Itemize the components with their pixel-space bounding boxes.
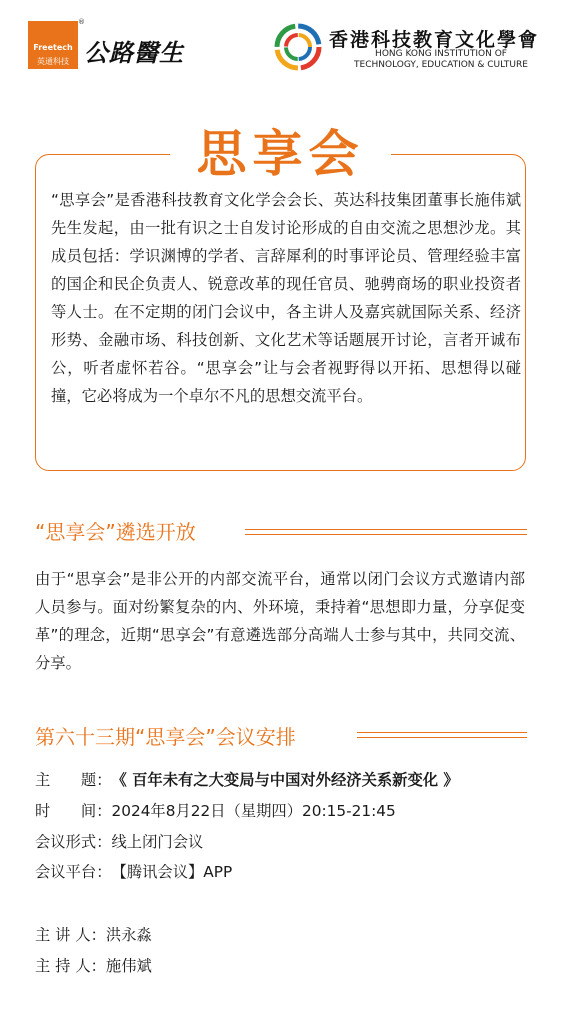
meeting-speaker-row: [35, 921, 152, 949]
freetech-logo-text: Freetech: [33, 43, 73, 52]
page-title: 思享会: [196, 124, 365, 183]
freetech-logo: [28, 21, 78, 69]
hk-institute-en-line2: TECHNOLOGY, EDUCATION & CULTURE: [354, 60, 528, 70]
section-heading-meeting-schedule: 第六十三期“思享会”会议安排: [35, 725, 296, 749]
meeting-host-value: 施伟斌: [105, 957, 152, 975]
section-heading-open-selection: “思享会”遴选开放: [35, 520, 196, 544]
meeting-time-row: [35, 797, 396, 825]
meeting-topic-label: 主 题：: [35, 771, 112, 789]
meeting-format-label: 会议形式：: [35, 833, 112, 851]
section-divider: [357, 732, 527, 738]
meeting-platform-label: 会议平台：: [35, 863, 112, 881]
gonglu-doctor-logo: 公路醫生: [84, 38, 184, 67]
hk-institute-emblem-icon: [274, 23, 322, 71]
intro-paragraph: “思享会”是香港科技教育文化学会会长、英达科技集团董事长施伟斌先生发起，由一批有识之士自发讨论形成的自由交流之思想沙龙。其成员包括：学识渊博的学者、言辞犀利的时事评论员、管理经验丰富的国企和民企负责人、锐意改革的现任官员、驰骋商场的职业投资者等人士。在不定期的闭门会议中，各主讲人及嘉宾就国际关系、经济形势、金融市场、科技创新、文化艺术等话题展开讨论，言者开诚布公，听者虚怀若谷。“思享会”让与会者视野得以开拓、思想得以碰撞，它必将成为一个卓尔不凡的思想交流平台。: [51, 191, 521, 405]
hk-institute-en-line1: HONG KONG INSTITUTION OF: [375, 49, 507, 59]
registered-mark: ®: [78, 18, 85, 26]
meeting-time-value: 2024年8月22日（星期四）20:15-21:45: [111, 802, 396, 820]
meeting-platform-value: 【腾讯会议】APP: [111, 863, 233, 881]
meeting-speaker-label: 主 讲 人：: [35, 926, 106, 944]
hk-institute-name-en: [336, 49, 546, 71]
meeting-time-label: 时 间：: [35, 802, 112, 820]
meeting-host-row: [35, 952, 152, 980]
meeting-topic-row: [35, 766, 459, 794]
meeting-speaker-value: 洪永淼: [105, 926, 152, 944]
meeting-platform-row: [35, 858, 232, 886]
freetech-logo-subtext: 英通科技: [37, 57, 69, 66]
meeting-format-row: [35, 828, 203, 856]
open-selection-paragraph: 由于“思享会”是非公开的内部交流平台，通常以闭门会议方式邀请内部人员参与。面对纷繁复杂的内、外环境，秉持着“思想即力量，分享促变革”的理念，近期“思享会”有意遴选部分高端人士参与其中，共同交流、分享。: [35, 570, 525, 672]
meeting-host-label: 主 持 人：: [35, 957, 106, 975]
meeting-format-value: 线上闭门会议: [111, 833, 204, 851]
section-divider: [245, 529, 527, 535]
hk-institute-name-cn: 香港科技教育文化學會: [329, 29, 540, 51]
meeting-topic-value: 《 百年未有之大变局与中国对外经济关系新变化 》: [111, 771, 459, 789]
